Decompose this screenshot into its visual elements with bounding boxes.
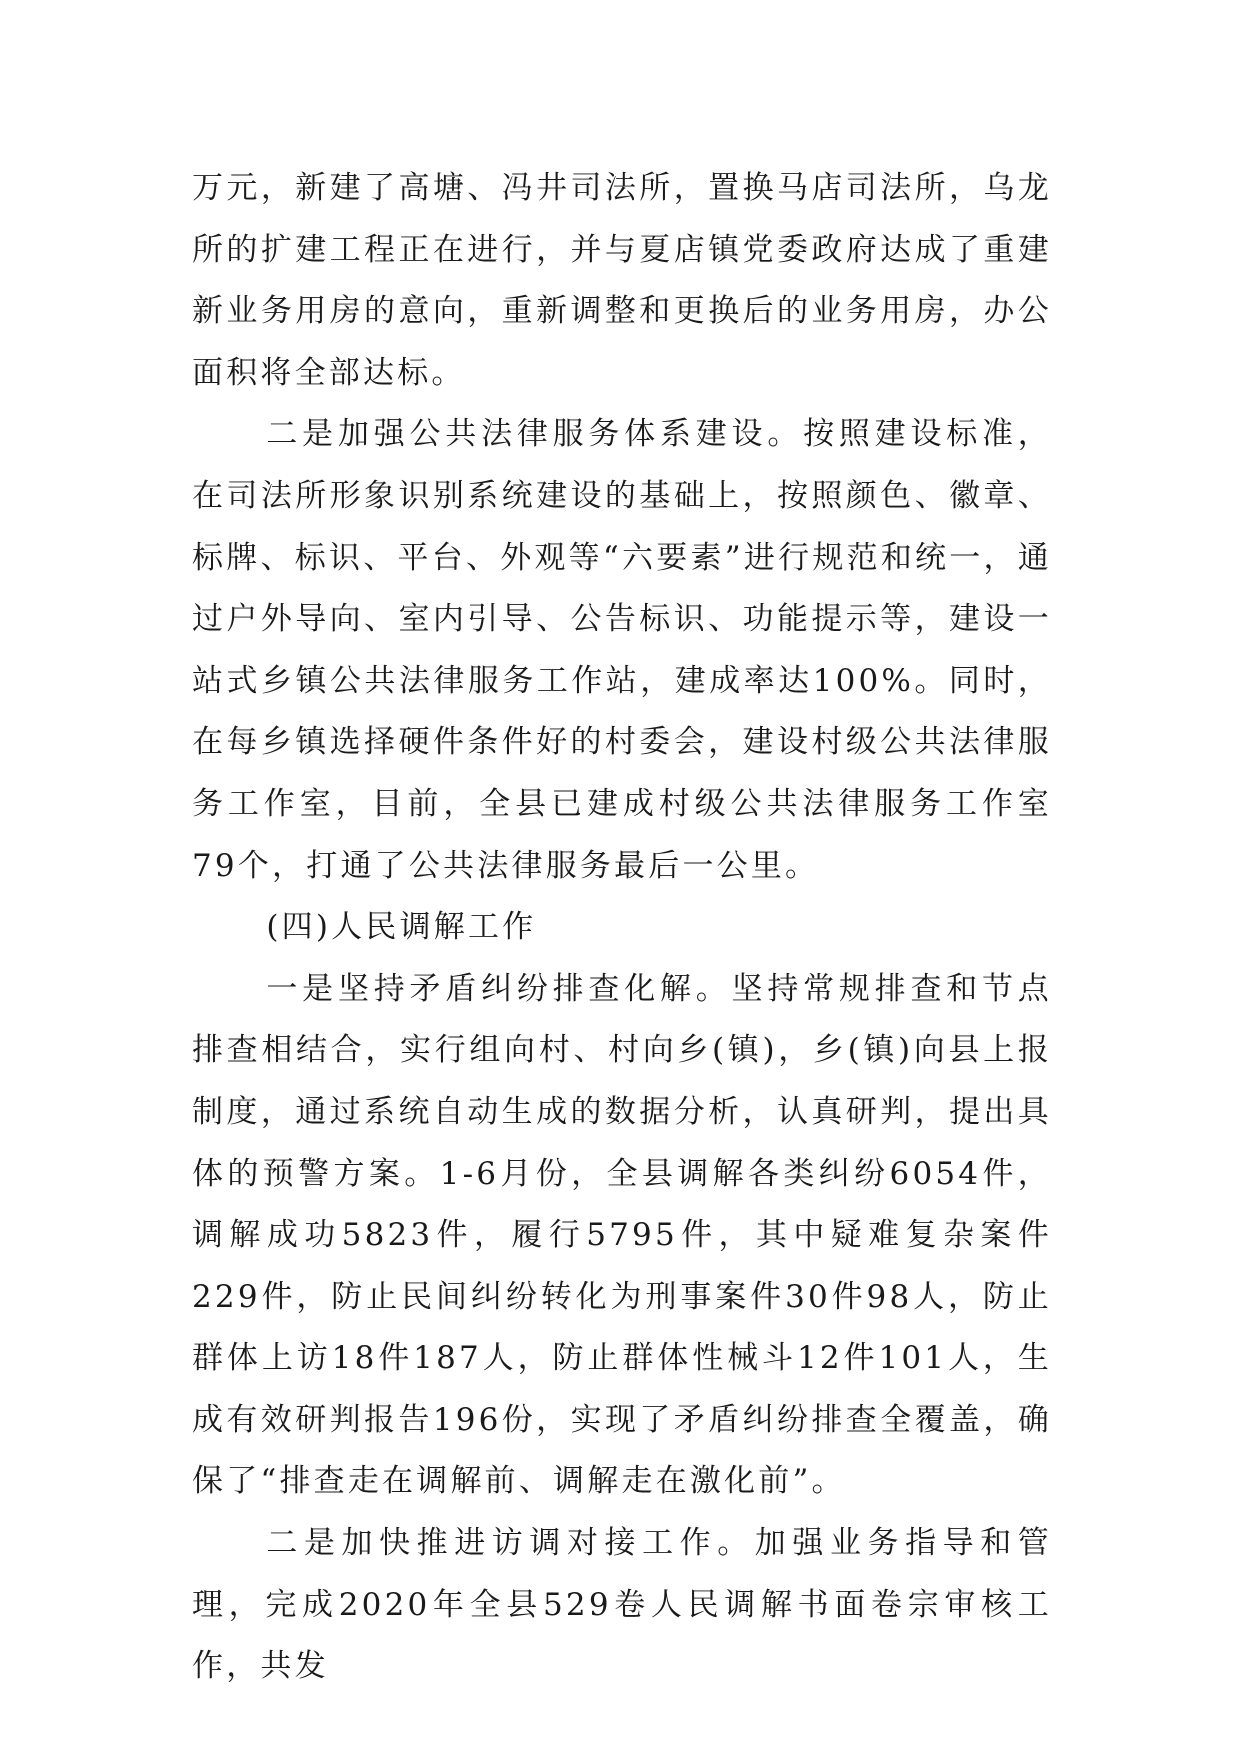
- paragraph-public-legal-service: 二是加强公共法律服务体系建设。按照建设标准，在司法所形象识别系统建设的基础上，按照颜色、徽章、标牌、标识、平台、外观等“六要素”进行规范和统一，通过户外导向、室内引导、公告标识、功能提示等，建设一站式乡镇公共法律服务工作站，建成率达100%。同时，在每乡镇选择硬件条件好的村委会，建设村级公共法律服务工作室，目前，全县已建成村级公共法律服务工作室79个，打通了公共法律服务最后一公里。: [192, 416, 1052, 884]
- paragraph-dispute-screening: 一是坚持矛盾纠纷排查化解。坚持常规排查和节点排查相结合，实行组向村、村向乡(镇)，乡(镇)向县上报制度，通过系统自动生成的数据分析，认真研判，提出具体的预警方案。1-6月份，全县调解各类纠纷6054件，调解成功5823件，履行5795件，其中疑难复杂案件229件，防止民间纠纷转化为刑事案件30件98人，防止群体上访18件187人，防止群体性械斗12件101人，生成有效研判报告196份，实现了矛盾纠纷排查全覆盖，确保了“排查走在调解前、调解走在激化前”。: [192, 970, 1052, 1500]
- paragraph-office-buildings: 万元，新建了高塘、冯井司法所，置换马店司法所，乌龙所的扩建工程正在进行，并与夏店镇党委政府达成了重建新业务用房的意向，重新调整和更换后的业务用房，办公面积将全部达标。: [192, 170, 1052, 391]
- document-body: [192, 158, 1052, 1698]
- section-heading-mediation: (四)人民调解工作: [266, 909, 537, 946]
- paragraph-visit-mediation: 二是加快推进访调对接工作。加强业务指导和管理，完成2020年全县529卷人民调解书面卷宗审核工作，共发: [192, 1525, 1052, 1685]
